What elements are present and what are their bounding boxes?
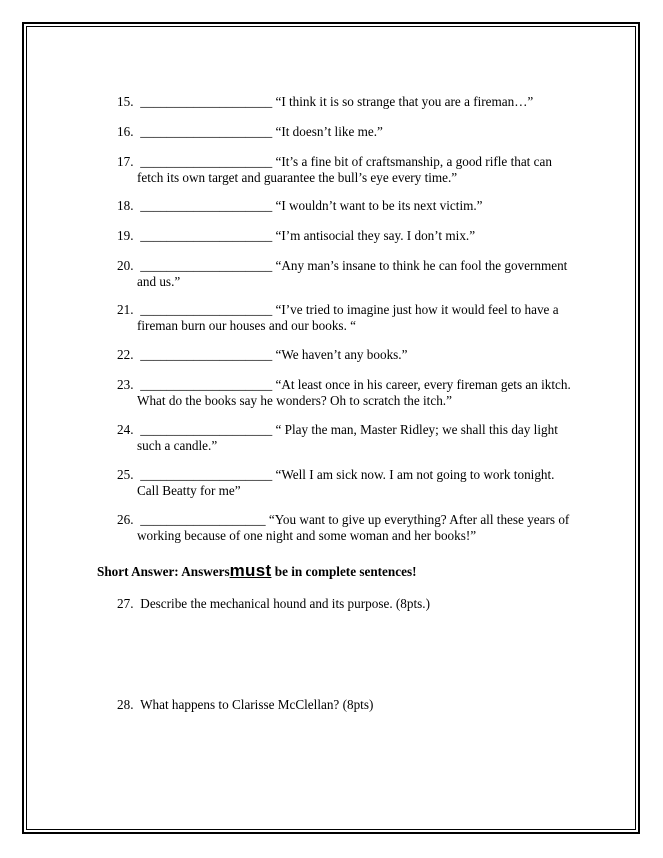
answer-blank[interactable]: ____________________: [140, 422, 273, 437]
question-item: [117, 697, 373, 713]
quote-item: [117, 154, 587, 186]
quote-continuation: fetch its own target and guarantee the bull’s eye every time.”: [137, 170, 458, 185]
short-answer-instruction: be in complete sentences!: [271, 564, 417, 579]
quote-text: “I’m antisocial they say. I don’t mix.”: [275, 228, 476, 243]
quote-item: [117, 422, 587, 454]
quote-item: [117, 228, 587, 244]
answer-blank[interactable]: ____________________: [140, 377, 273, 392]
quote-continuation: fireman burn our houses and our books. “: [137, 318, 357, 333]
short-answer-heading: [97, 561, 416, 581]
answer-blank[interactable]: ____________________: [140, 467, 273, 482]
quote-continuation: and us.”: [137, 274, 181, 289]
item-number: 25.: [117, 467, 134, 482]
quote-item: [117, 377, 587, 409]
quote-item: [117, 94, 587, 110]
quote-continuation: Call Beatty for me”: [137, 483, 241, 498]
quote-continuation: working because of one night and some woman and her books!”: [137, 528, 477, 543]
item-number: 19.: [117, 228, 134, 243]
quote-item: [117, 302, 587, 334]
quote-continuation: such a candle.”: [137, 438, 218, 453]
quote-text: “At least once in his career, every fireman gets an iktch.: [275, 377, 571, 392]
question-text: What happens to Clarisse McClellan? (8pts): [140, 697, 374, 712]
answer-blank[interactable]: ____________________: [140, 94, 273, 109]
quote-item: [117, 512, 587, 544]
answer-blank[interactable]: ____________________: [140, 124, 273, 139]
quote-continuation: What do the books say he wonders? Oh to scratch the itch.”: [137, 393, 452, 408]
short-answer-emphasis: must: [229, 561, 272, 580]
quote-text: “I think it is so strange that you are a fireman…”: [275, 94, 534, 109]
quote-item: [117, 467, 587, 499]
item-number: 16.: [117, 124, 134, 139]
answer-blank[interactable]: ___________________: [140, 512, 266, 527]
answer-blank[interactable]: ____________________: [140, 154, 273, 169]
quote-text: “Any man’s insane to think he can fool the government: [275, 258, 568, 273]
quote-text: “We haven’t any books.”: [275, 347, 408, 362]
quote-text: “It doesn’t like me.”: [275, 124, 383, 139]
item-number: 20.: [117, 258, 134, 273]
question-item: [117, 596, 430, 612]
item-number: 17.: [117, 154, 134, 169]
item-number: 22.: [117, 347, 134, 362]
question-text: Describe the mechanical hound and its purpose. (8pts.): [140, 596, 430, 611]
item-number: 21.: [117, 302, 134, 317]
quote-item: [117, 258, 587, 290]
quote-text: “You want to give up everything? After all these years of: [268, 512, 570, 527]
item-number: 15.: [117, 94, 134, 109]
short-answer-label: Short Answer: Answers: [97, 564, 230, 579]
quote-item: [117, 198, 587, 214]
quote-text: “Well I am sick now. I am not going to work tonight.: [275, 467, 555, 482]
item-number: 26.: [117, 512, 134, 527]
quote-text: “I’ve tried to imagine just how it would feel to have a: [275, 302, 559, 317]
answer-blank[interactable]: ____________________: [140, 228, 273, 243]
item-number: 18.: [117, 198, 134, 213]
question-number: 28.: [117, 697, 134, 712]
quote-text: “ Play the man, Master Ridley; we shall this day light: [275, 422, 558, 437]
item-number: 24.: [117, 422, 134, 437]
answer-blank[interactable]: ____________________: [140, 198, 273, 213]
question-number: 27.: [117, 596, 134, 611]
quote-item: [117, 347, 587, 363]
quote-text: “It’s a fine bit of craftsmanship, a good rifle that can: [275, 154, 552, 169]
answer-blank[interactable]: ____________________: [140, 302, 273, 317]
quote-text: “I wouldn’t want to be its next victim.”: [275, 198, 483, 213]
answer-blank[interactable]: ____________________: [140, 258, 273, 273]
quote-item: [117, 124, 587, 140]
item-number: 23.: [117, 377, 134, 392]
answer-blank[interactable]: ____________________: [140, 347, 273, 362]
